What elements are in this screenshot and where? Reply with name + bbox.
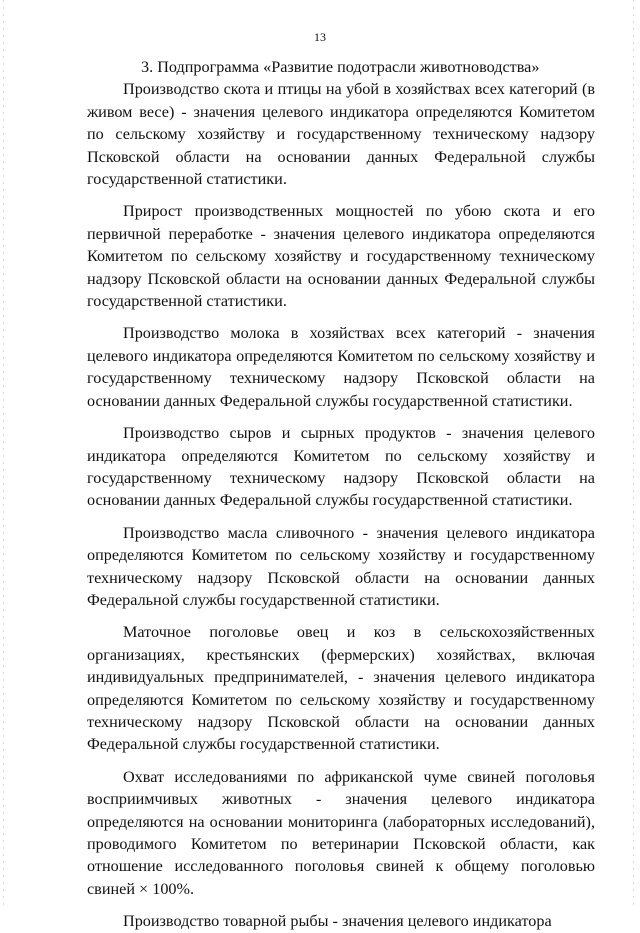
paragraph-3: Производство молока в хозяйствах всех категорий - значения целевого индикатора определяются Комитетом по сельскому хозяйству и государственному техническому надзору Псковской области на основании данных Федеральной службы государственной статистики. (87, 324, 595, 410)
paragraph-5: Производство масла сливочного - значения целевого индикатора определяются Комитетом по сельскому хозяйству и государственному техническому надзору Псковской области на основании данных Федеральной службы государственной статистики. (87, 523, 595, 609)
section-heading: 3. Подпрограмма «Развитие подотрасли животноводства» (141, 58, 540, 76)
scan-edge-left (3, 0, 4, 905)
paragraph-7: Охват исследованиями по африканской чуме свиней поголовья восприимчивых животных - значения целевого индикатора определяются на основании мониторинга (лабораторных исследований), проводимого Комитетом по ветеринарии Псковской области, как отношение исследованного поголовья свиней к общему поголовью свиней × 100%. (87, 767, 595, 898)
paragraph-2: Прирост производственных мощностей по убою скота и его первичной переработке - значения целевого индикатора определяются Комитетом по сельскому хозяйству и государственному техническому надзору Псковской области на основании данных Федеральной службы государственной статистики. (87, 202, 595, 311)
paragraph-8: Производство товарной рыбы - значения целевого индикатора (123, 912, 552, 931)
page-number: 13 (314, 30, 326, 44)
document-body (87, 56, 595, 933)
paragraph-1: Производство скота и птицы на убой в хозяйствах всех категорий (в живом весе) - значения целевого индикатора определяются Комитетом по сельскому хозяйству и государственному техническому надзору Псковской области на основании данных Федеральной службы государственной статистики. (87, 80, 595, 189)
scan-edge-right (633, 0, 634, 905)
paragraph-6: Маточное поголовье овец и коз в сельскохозяйственных организациях, крестьянских (фермерских) хозяйствах, включая индивидуальных предпринимателей, - значения целевого индикатора определяются Комитетом по сельскому хозяйству и государственному техническому надзору Псковской области на основании данных Федеральной службы государственной статистики. (87, 623, 595, 754)
paragraph-4: Производство сыров и сырных продуктов - значения целевого индикатора определяются Комитетом по сельскому хозяйству и государственному техническому надзору Псковской области на основании данных Федеральной службы государственной статистики. (87, 424, 595, 510)
